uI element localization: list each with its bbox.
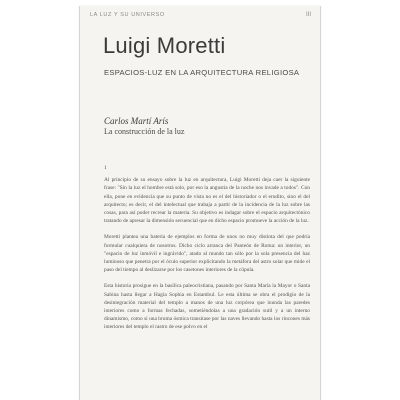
paragraph: Al principio de su ensayo sobre la luz en arquitectura, Luigi Moretti deja caer la siguiente frase: "Sin la luz el hombre está solo, por eso la angustia de la noche nos invade a todos". Con ella, pone en evidencia que su punto de vista no es el del historiador o el erudito, sino el del arquitecto; es decir, el del intelectual que trabaja a partir de la incidencia de la luz sobre las cosas, para así poder recrear la materia. Su objetivo es indagar sobre el espacio arquitectónico tratando de apresar la dimensión secuencial que en dicho espacio promueve la acción de la luz. bbox=[104, 177, 310, 225]
body-text bbox=[104, 164, 310, 332]
book-page bbox=[79, 6, 321, 400]
book-title: Luigi Moretti bbox=[103, 33, 226, 58]
section-number: 1 bbox=[104, 165, 107, 171]
paragraph: Moretti plantea una batería de ejemplos en forma de unos no muy distinta del que podría formular cualquiera de nosotros. Dicho ciclo arranca del Panteón de Roma: un interior, un "espacio de luz inmóvil e ingrávido", atado al mundo tan sólo por la sola presencia del haz luminoso que penetra por el óculo superior explicitando la metáfora del astro solar que mide el paso del tiempo al deslizarse por los casetones interiores de la cúpula. bbox=[104, 234, 310, 274]
essay-title: La construcción de la luz bbox=[104, 127, 185, 136]
paragraph: Esta historia prosigue en la basílica paleocristiana, pasando por Santa María la Mayor o Santa Sabina hasta llegar a Hagia Sophia en Estambul. Le esta última se obra el prodigio de la desintegración material del templo a manos de una luz corpórea que inunda las paredes interiores como a formas fechadas, sometiéndolas a una gradación sutil y a un interno dinamismo, como si una bruma ósmica transitase por las naves llevando hasta los rincones más interiores del templo el rastro de ese polvo en el bbox=[104, 283, 310, 331]
page-number: III bbox=[305, 12, 311, 18]
running-head: LA LUZ Y SU UNIVERSO bbox=[90, 12, 165, 18]
book-subtitle: ESPACIOS-LUZ EN LA ARQUITECTURA RELIGIOSA bbox=[104, 68, 300, 77]
essay-author: Carlos Martí Arís bbox=[104, 116, 169, 126]
